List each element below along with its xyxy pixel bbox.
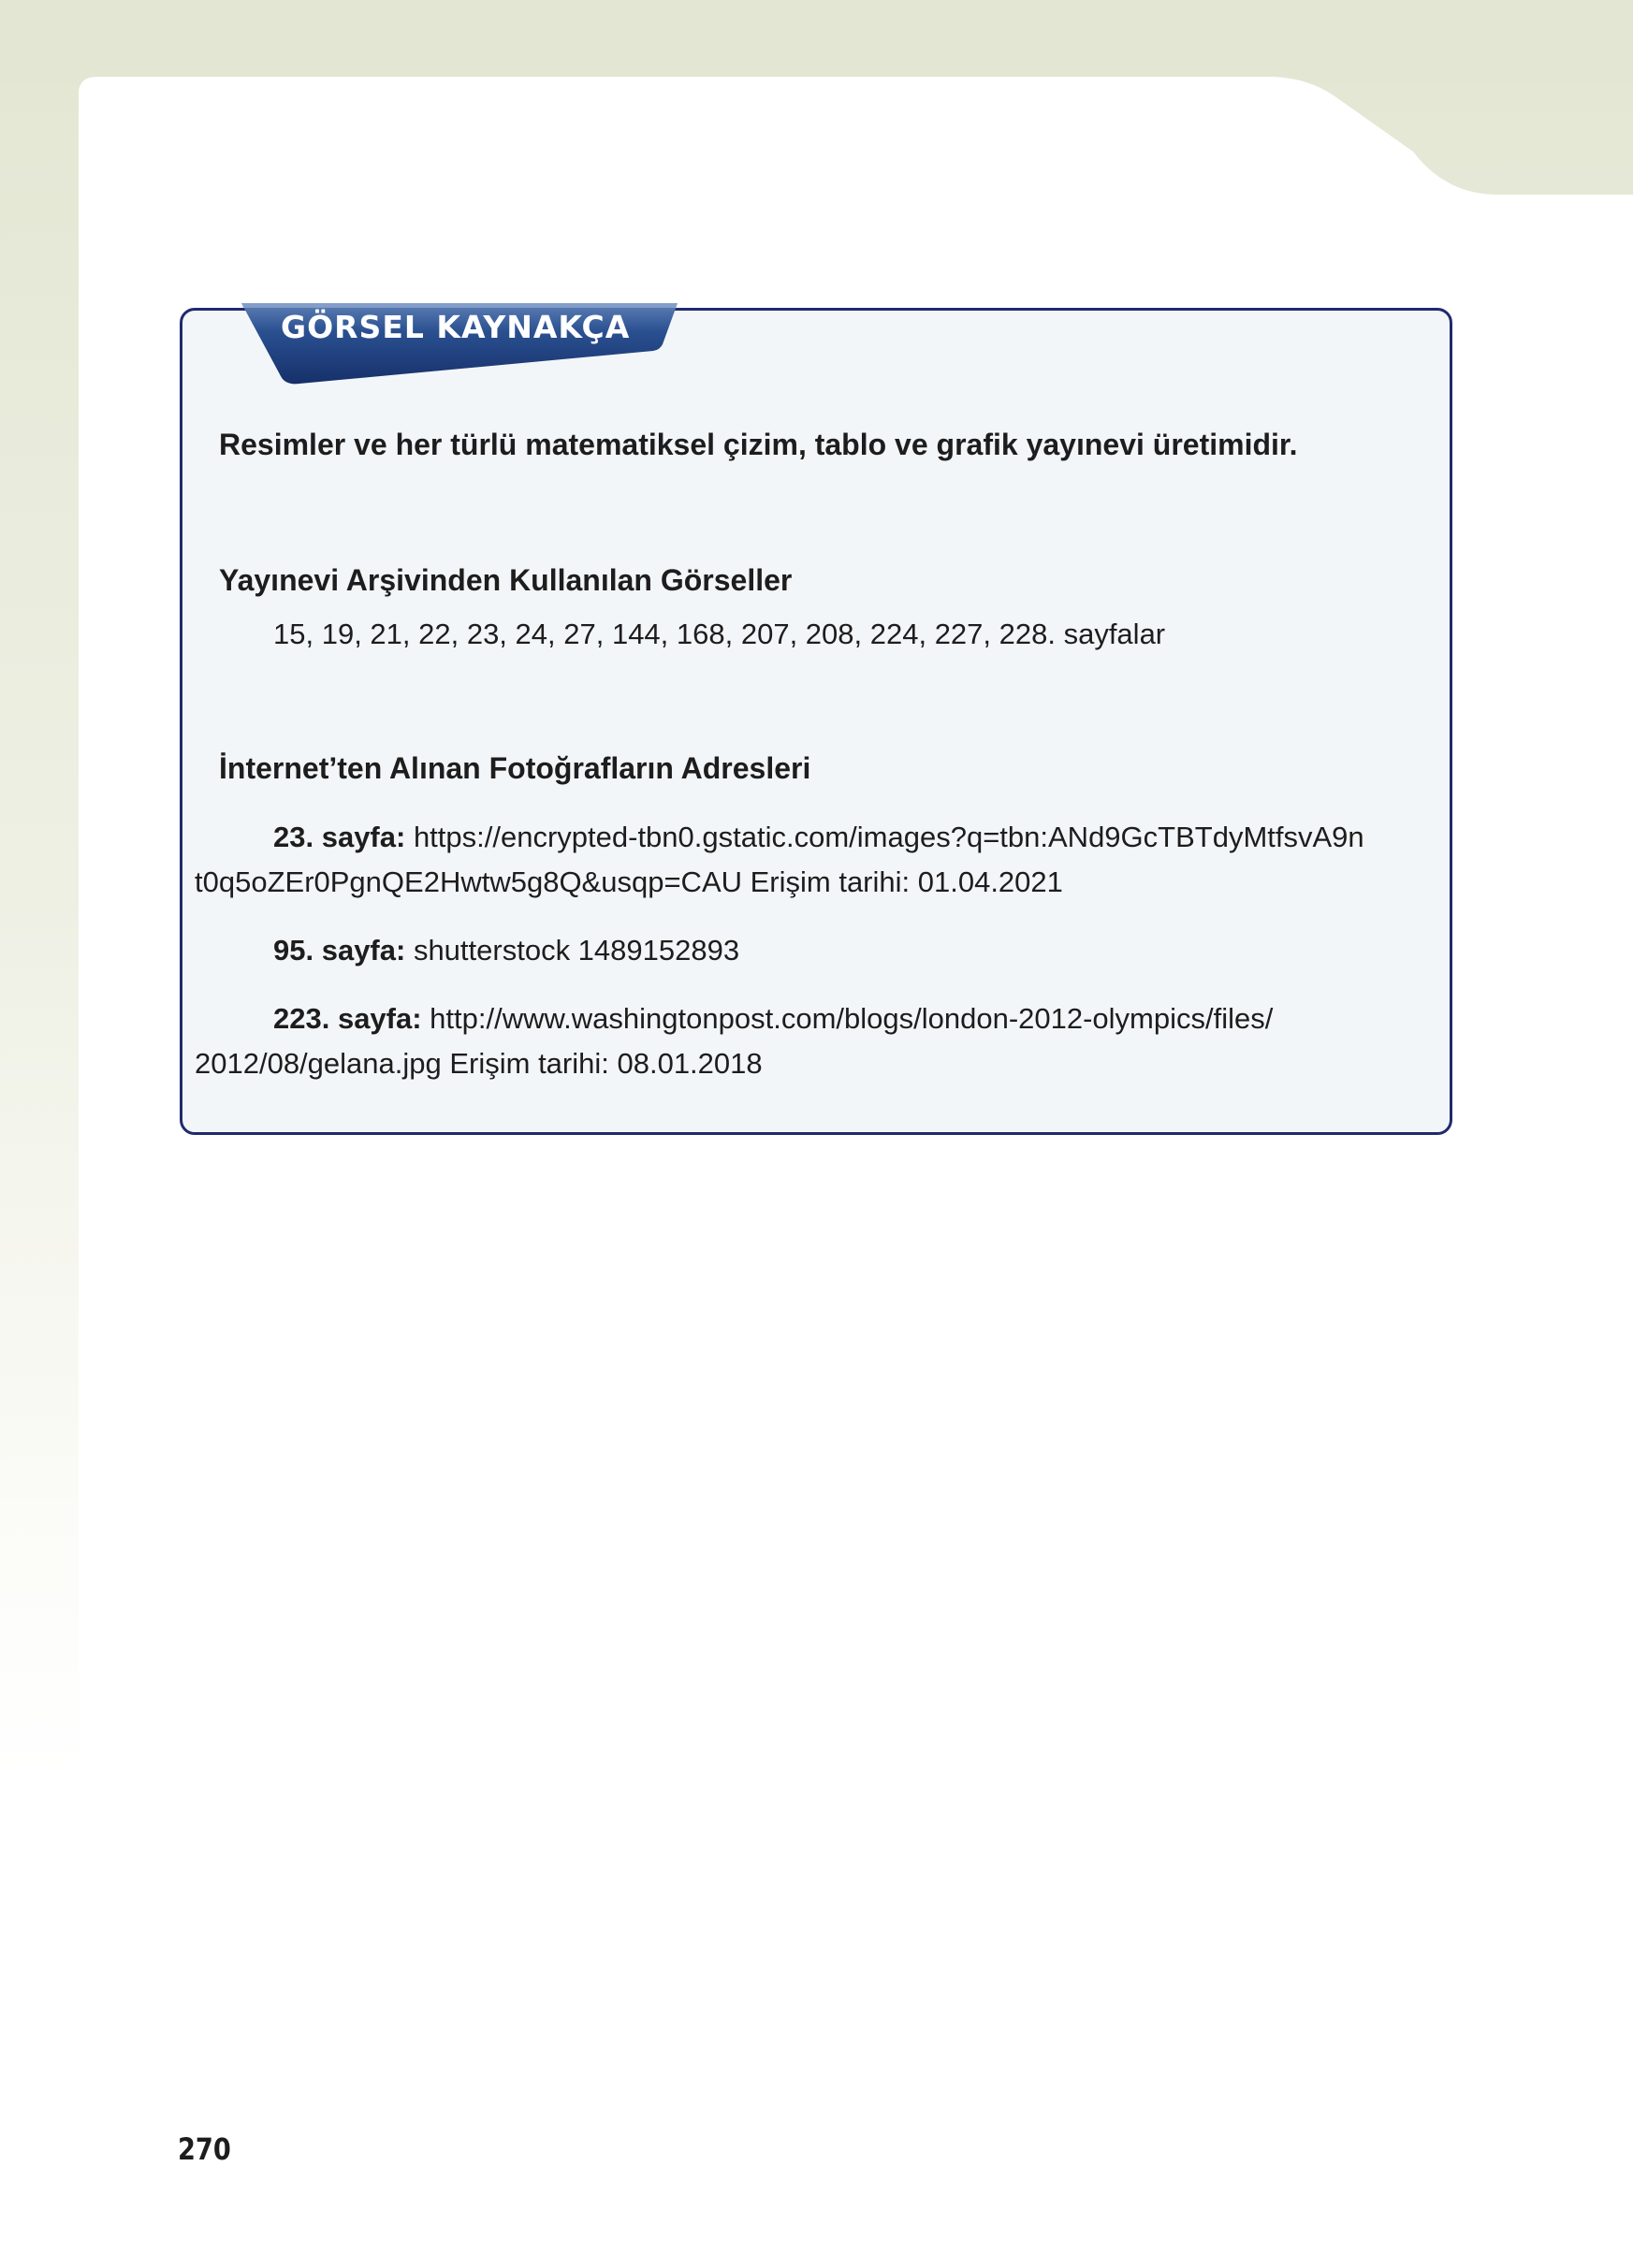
section-title: GÖRSEL KAYNAKÇA <box>281 309 631 345</box>
internet-heading: İnternet’ten Alınan Fotoğrafların Adresleri <box>219 751 811 785</box>
source-reference: shutterstock 1489152893 <box>405 934 740 967</box>
archive-heading: Yayınevi Arşivinden Kullanılan Görseller <box>219 563 793 597</box>
source-url: https://encrypted-tbn0.gstatic.com/images?q=tbn:ANd9GcTBTdyMtfsvA9n <box>405 821 1364 853</box>
page-number: 270 <box>178 2131 231 2167</box>
source-url-continued: t0q5oZEr0PgnQE2Hwtw5g8Q&usqp=CAU Erişim tarihi: 01.04.2021 <box>195 865 1063 898</box>
intro-statement: Resimler ve her türlü matematiksel çizim, tablo ve grafik yayınevi üretimidir. <box>219 428 1298 461</box>
source-page-label: 223. sayfa: <box>273 1002 422 1035</box>
source-url: http://www.washingtonpost.com/blogs/london-2012-olympics/files/ <box>421 1002 1274 1035</box>
source-entry <box>195 815 1449 905</box>
source-page-label: 95. sayfa: <box>273 934 406 967</box>
source-entry <box>195 996 1449 1086</box>
archive-pages-list: 15, 19, 21, 22, 23, 24, 27, 144, 168, 207, 208, 224, 227, 228. sayfalar <box>273 618 1166 650</box>
source-page-label: 23. sayfa: <box>273 821 406 853</box>
source-entry <box>195 928 1449 973</box>
source-url-continued: 2012/08/gelana.jpg Erişim tarihi: 08.01.2018 <box>195 1047 763 1080</box>
